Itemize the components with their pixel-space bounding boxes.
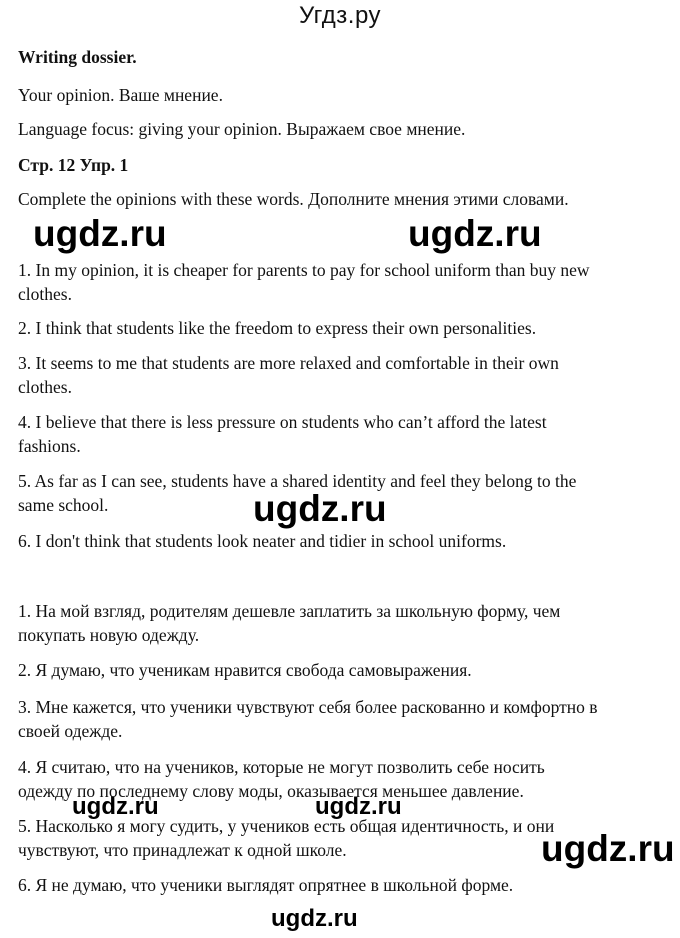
english-item-2-line-1: 2. I think that students like the freedom to express their own personalities. bbox=[18, 318, 537, 338]
english-item-1-line-2: clothes. bbox=[18, 284, 72, 304]
english-item-4-line-1: 4. I believe that there is less pressure on students who can’t afford the latest bbox=[18, 412, 547, 432]
exercise-label: Стр. 12 Упр. 1 bbox=[18, 155, 129, 175]
russian-item-4-line-2: одежду по последнему слову моды, оказывается меньшее давление. bbox=[18, 781, 524, 801]
russian-item-5-line-1: 5. Насколько я могу судить, у учеников есть общая идентичность, и они bbox=[18, 816, 555, 836]
russian-item-1-line-2: покупать новую одежду. bbox=[18, 625, 200, 645]
english-item-6-line-1: 6. I don't think that students look neater and tidier in school uniforms. bbox=[18, 531, 507, 551]
english-item-5-line-2: same school. bbox=[18, 495, 109, 515]
heading: Writing dossier. bbox=[18, 47, 137, 67]
site-title: Угдз.ру bbox=[298, 2, 382, 29]
russian-item-4-line-1: 4. Я считаю, что на учеников, которые не могут позволить себе носить bbox=[18, 757, 545, 777]
english-item-1-line-1: 1. In my opinion, it is cheaper for parents to pay for school uniform than buy new bbox=[18, 260, 590, 280]
russian-item-2-line-1: 2. Я думаю, что ученикам нравится свобода самовыражения. bbox=[18, 660, 472, 680]
english-item-4-line-2: fashions. bbox=[18, 436, 81, 456]
watermark-logo: ugdz.ru bbox=[541, 828, 675, 869]
russian-item-3-line-1: 3. Мне кажется, что ученики чувствуют себя более раскованно и комфортно в bbox=[18, 697, 598, 717]
watermark-logo: ugdz.ru bbox=[315, 793, 402, 820]
watermark-logo: ugdz.ru bbox=[271, 905, 358, 932]
russian-item-1-line-1: 1. На мой взгляд, родителям дешевле заплатить за школьную форму, чем bbox=[18, 601, 561, 621]
russian-item-5-line-2: чувствуют, что принадлежат к одной школе. bbox=[18, 840, 347, 860]
english-item-5-line-1: 5. As far as I can see, students have a shared identity and feel they belong to the bbox=[18, 471, 577, 491]
subtitle-language-focus: Language focus: giving your opinion. Выражаем свое мнение. bbox=[18, 119, 466, 139]
english-item-3-line-2: clothes. bbox=[18, 377, 72, 397]
english-item-3-line-1: 3. It seems to me that students are more relaxed and comfortable in their own bbox=[18, 353, 559, 373]
watermark-logo: ugdz.ru bbox=[408, 213, 542, 254]
russian-item-6-line-1: 6. Я не думаю, что ученики выглядят опрятнее в школьной форме. bbox=[18, 875, 514, 895]
russian-item-3-line-2: своей одежде. bbox=[18, 721, 123, 741]
instruction: Complete the opinions with these words. Дополните мнения этими словами. bbox=[18, 189, 569, 209]
watermark-logo: ugdz.ru bbox=[72, 793, 159, 820]
subtitle-your-opinion: Your opinion. Ваше мнение. bbox=[18, 85, 223, 105]
watermark-logo: ugdz.ru bbox=[33, 213, 167, 254]
watermark-logo: ugdz.ru bbox=[253, 488, 387, 529]
